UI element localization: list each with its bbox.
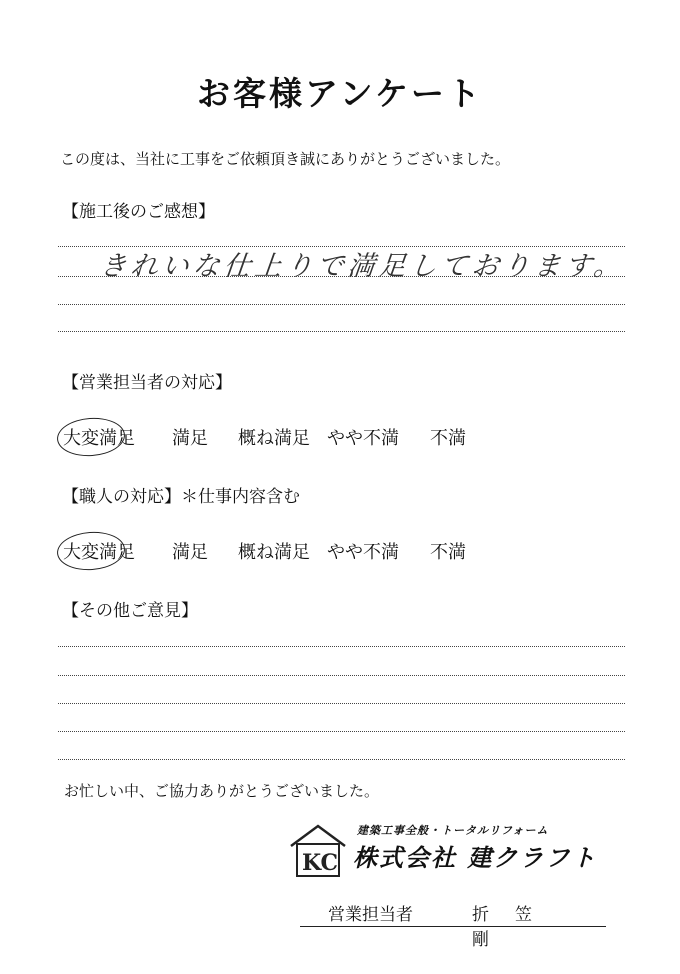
page-title: お客様アンケート: [196, 74, 484, 113]
sales-response-heading: 【営業担当者の対応】: [62, 373, 232, 393]
rating-option: やや不満: [327, 428, 399, 449]
svg-text:KC: KC: [302, 850, 339, 876]
closing-text: お忙しい中、ご協力ありがとうございました。: [64, 782, 380, 800]
company-tagline: 建築工事全般・トータルリフォーム: [357, 824, 549, 837]
rating-option: やや不満: [327, 542, 399, 563]
answer-line: [58, 304, 625, 305]
answer-line: [58, 646, 625, 647]
craftsman-response-heading: 【職人の対応】＊仕事内容含む: [62, 487, 300, 507]
staff-label: 営業担当者: [328, 905, 413, 925]
rating-option: 大変満足: [63, 538, 135, 564]
intro-text: この度は、当社に工事をご依頼頂き誠にありがとうございました。: [60, 150, 511, 168]
rating-option: 満足: [172, 428, 208, 449]
answer-line: [58, 703, 625, 704]
answer-line: [58, 759, 625, 760]
rating-option: 概ね満足: [238, 428, 310, 449]
rating-option: 概ね満足: [238, 542, 310, 563]
staff-signature-line: [300, 900, 606, 950]
rating-option: 不満: [430, 428, 466, 449]
answer-line: [58, 675, 625, 676]
company-logo: [287, 822, 632, 880]
handwritten-impression: きれいな仕上りで満足しております。: [98, 251, 627, 282]
rating-option: 不満: [430, 542, 466, 563]
rating-option: 満足: [172, 542, 208, 563]
selection-circle: [56, 530, 126, 573]
answer-line: [58, 731, 625, 732]
rating-option: 大変満足: [63, 424, 135, 450]
other-opinions-heading: 【その他ご意見】: [62, 601, 198, 621]
answer-line: [58, 331, 625, 332]
selection-circle: [56, 416, 126, 459]
staff-name: 折笠 剛: [472, 905, 558, 950]
company-name: 株式会社 建クラフト: [353, 844, 598, 872]
house-logo-icon: [287, 822, 349, 880]
impressions-heading: 【施工後のご感想】: [62, 202, 215, 222]
